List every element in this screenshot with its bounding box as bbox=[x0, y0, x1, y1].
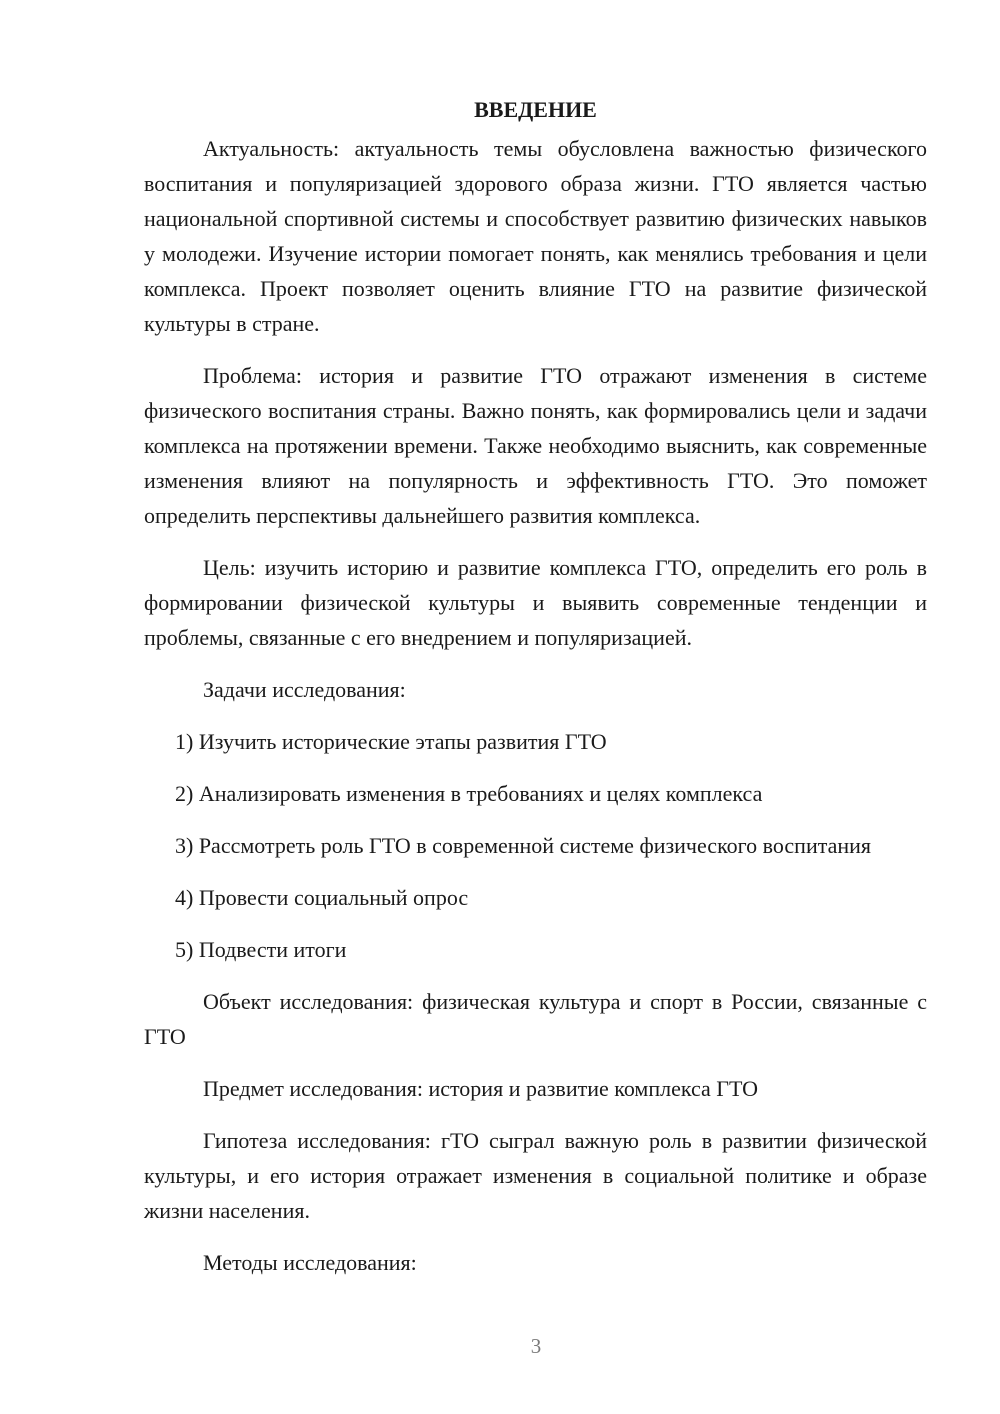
object-paragraph: Объект исследования: физическая культура и спорт в России, связанные с ГТО bbox=[144, 989, 927, 1049]
task-item: 1) Изучить исторические этапы развития ГТО bbox=[175, 729, 607, 754]
page-number: 3 bbox=[530, 1334, 542, 1358]
task-item: 4) Провести социальный опрос bbox=[175, 885, 469, 910]
section-title: ВВЕДЕНИЕ bbox=[474, 97, 597, 122]
subject-paragraph: Предмет исследования: история и развитие комплекса ГТО bbox=[203, 1076, 759, 1101]
task-item: 2) Анализировать изменения в требованиях и целях комплекса bbox=[175, 781, 763, 806]
task-item: 3) Рассмотреть роль ГТО в современной системе физического воспитания bbox=[175, 833, 872, 858]
hypothesis-paragraph: Гипотеза исследования: гТО сыграл важную роль в развитии физической культуры, и его история отражает изменения в социальной политике и образе жизни населения. bbox=[144, 1128, 927, 1223]
tasks-heading: Задачи исследования: bbox=[203, 677, 406, 702]
task-item: 5) Подвести итоги bbox=[175, 937, 347, 962]
relevance-paragraph: Актуальность: актуальность темы обусловлена важностью физического воспитания и популяризацией здорового образа жизни. ГТО является частью национальной спортивной системы и способствует развитию физических навыков у молодежи. Изучение истории помогает понять, как менялись требования и цели комплекса. Проект позволяет оценить влияние ГТО на развитие физической культуры в стране. bbox=[144, 136, 927, 336]
methods-heading: Методы исследования: bbox=[203, 1250, 417, 1275]
problem-paragraph: Проблема: история и развитие ГТО отражают изменения в системе физического воспитания страны. Важно понять, как формировались цели и задачи комплекса на протяжении времени. Также необходимо выяснить, как современные изменения влияют на популярность и эффективность ГТО. Это поможет определить перспективы дальнейшего развития комплекса. bbox=[144, 363, 927, 528]
goal-paragraph: Цель: изучить историю и развитие комплекса ГТО, определить его роль в формировании физической культуры и выявить современные тенденции и проблемы, связанные с его внедрением и популяризацией. bbox=[144, 555, 927, 650]
page-content bbox=[144, 95, 927, 1297]
